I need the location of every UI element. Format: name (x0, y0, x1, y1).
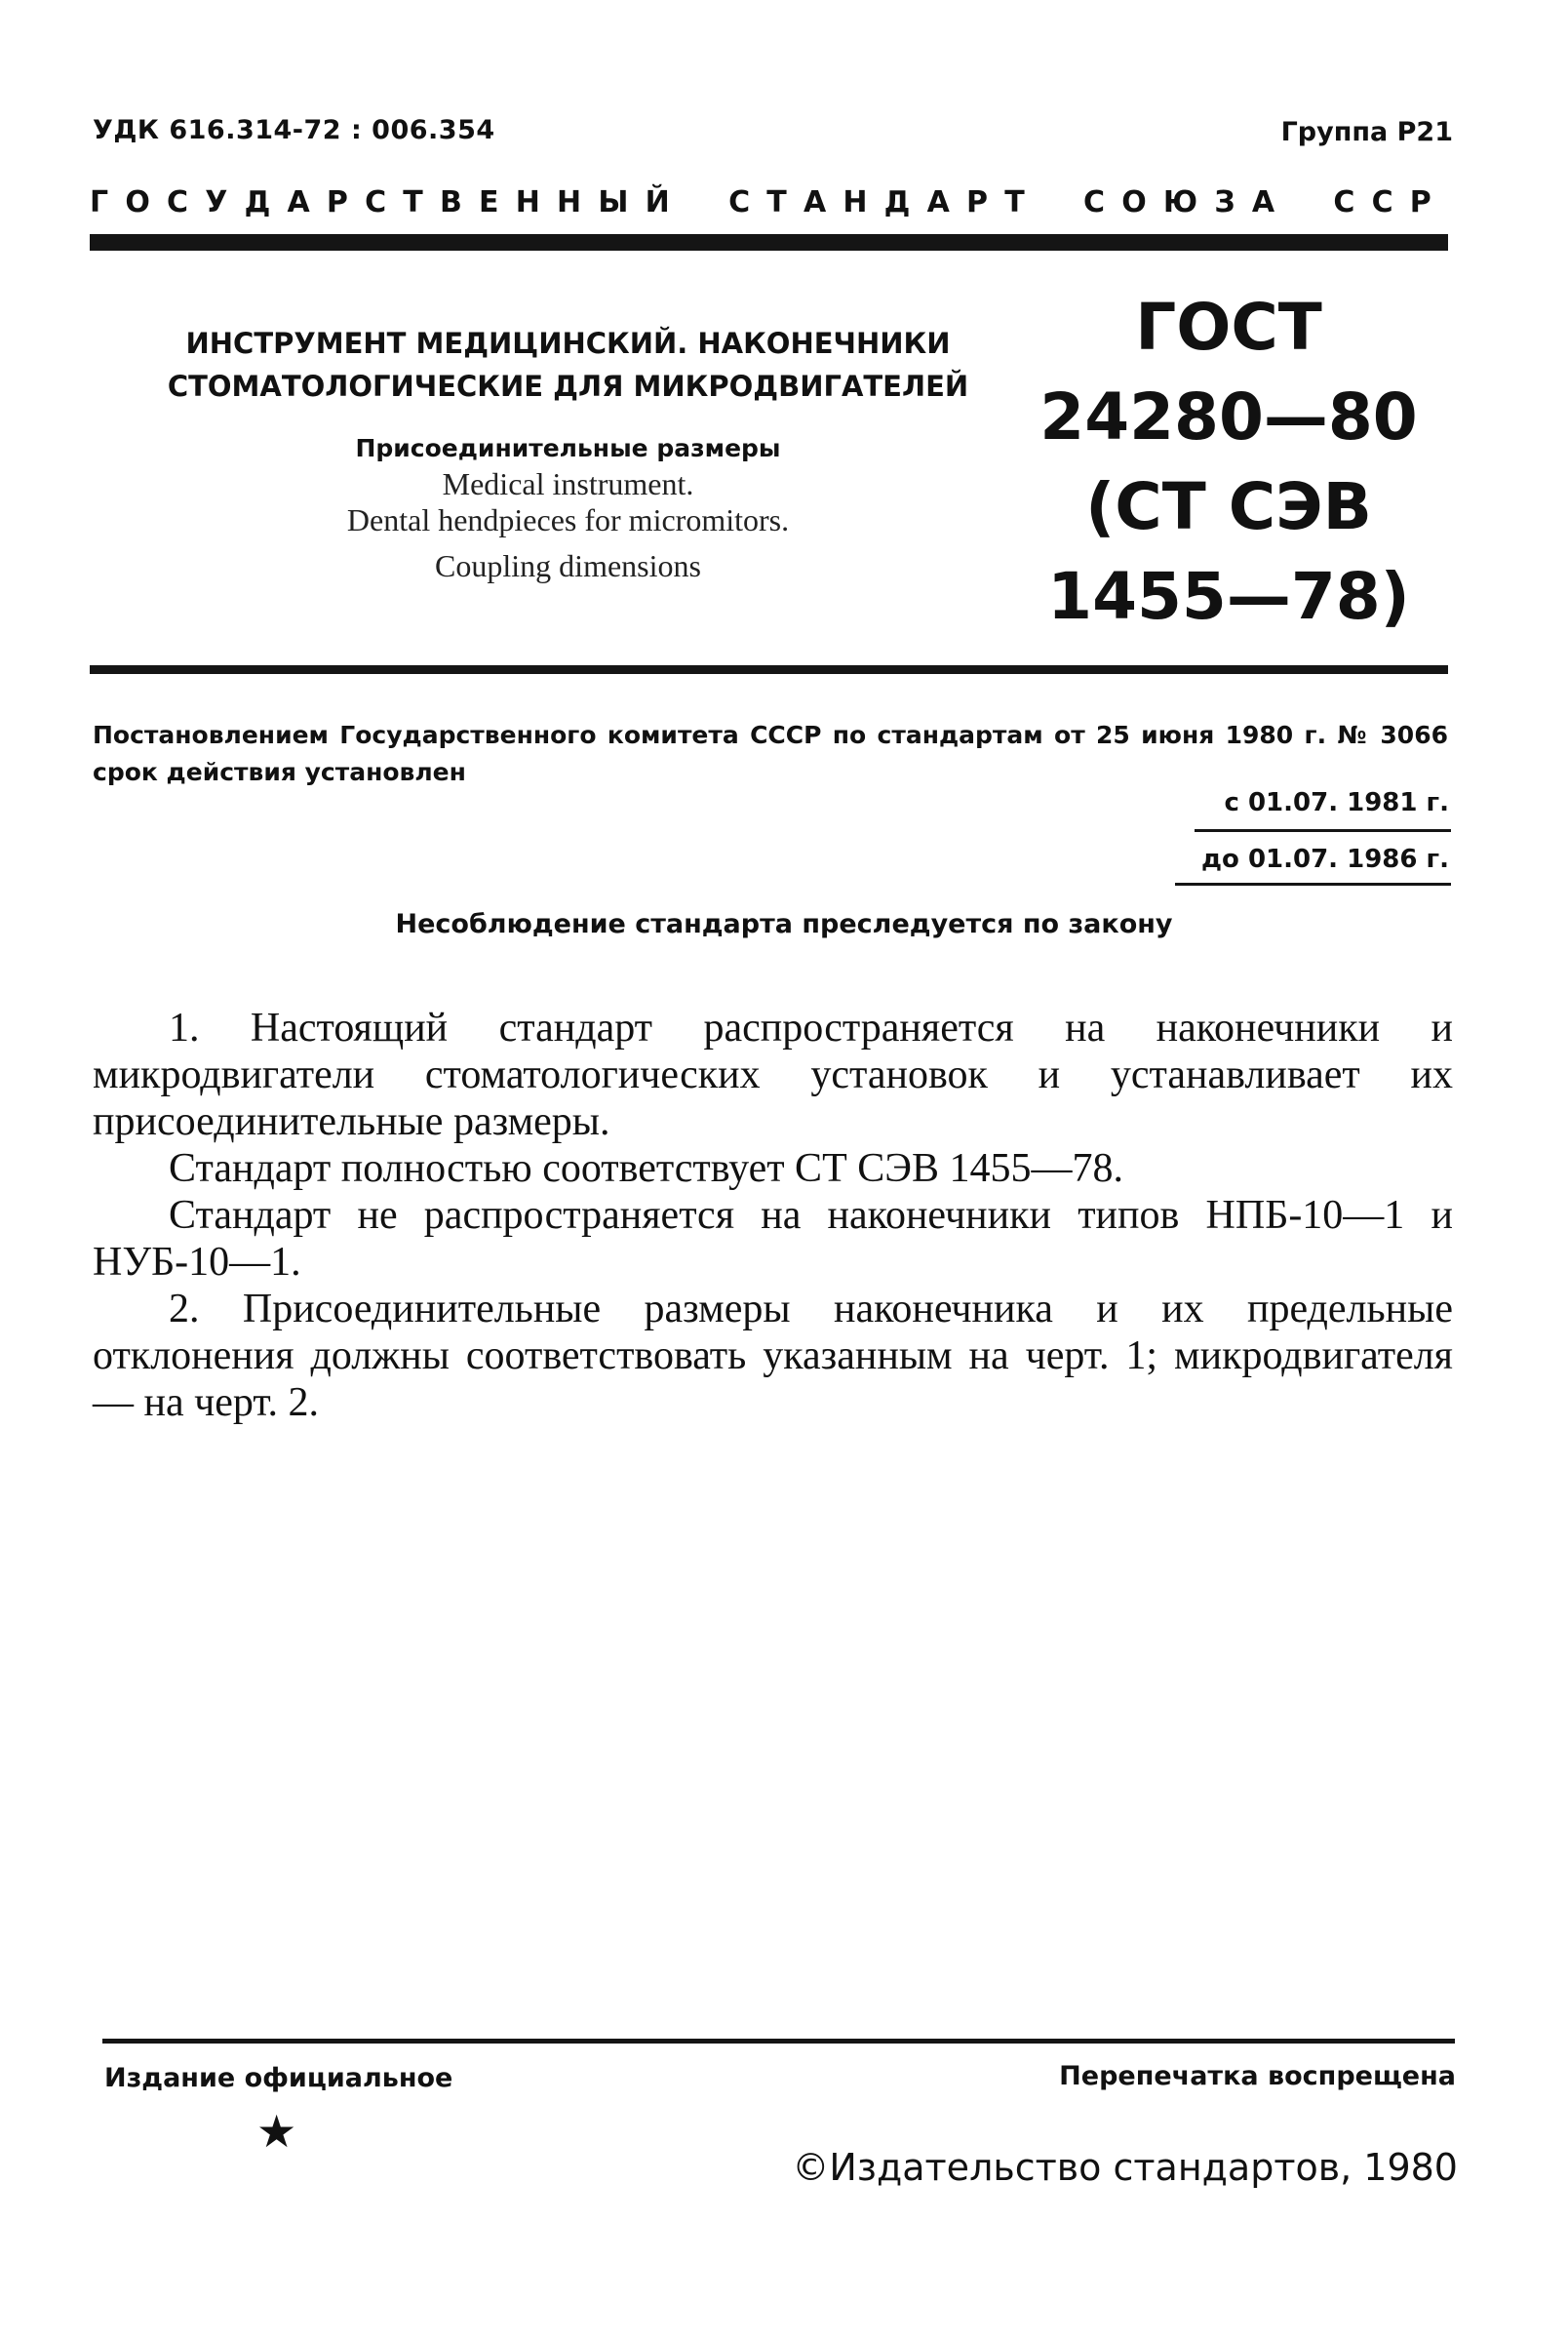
reprint-prohibited-label: Перепечатка воспрещена (1059, 2061, 1456, 2091)
udk-code: УДК 616.314-72 : 006.354 (93, 115, 495, 145)
decree-text: Постановлением Государственного комитета СССР по стандартам от 25 июня 1980 г. № 3066 срок действия установлен (93, 721, 1448, 786)
title-ru-subtitle: Присоединительные размеры (355, 434, 781, 462)
banner-word-4: ССР (1333, 185, 1448, 219)
validity-to: до 01.07. 1986 г. (1201, 845, 1449, 874)
gost-line-1: ГОСТ (1135, 290, 1322, 365)
body-text (93, 1005, 1453, 1426)
title-ru-line-2: СТОМАТОЛОГИЧЕСКИЕ ДЛЯ МИКРОДВИГАТЕЛЕЙ (167, 370, 969, 403)
gost-designation (1034, 283, 1424, 642)
penalty-notice: Несоблюдение стандарта преследуется по закону (395, 909, 1173, 939)
paragraph-3: Стандарт не распространяется на наконечники типов НПБ-10—1 и НУБ-10—1. (93, 1193, 1453, 1285)
paragraph-2: Стандарт полностью соответствует СТ СЭВ 1455—78. (169, 1146, 1123, 1191)
group-code: Группа Р21 (1280, 117, 1453, 147)
star-icon: ★ (256, 2105, 297, 2158)
state-standard-banner (90, 185, 1448, 219)
paragraph-1: 1. Настоящий стандарт распространяется на наконечники и микродвигатели стоматологических установок и устанавливает их присоединительные размеры. (93, 1006, 1453, 1144)
gost-line-3: (СТ СЭВ (1085, 469, 1372, 544)
title-rule (90, 665, 1448, 674)
banner-word-1: ГОСУДАРСТВЕННЫЙ (90, 185, 686, 219)
validity-to-underline (1175, 883, 1451, 886)
paragraph-4: 2. Присоединительные размеры наконечника и их предельные отклонения должны соответствовать указанным на черт. 1; микродвигателя — на черт. 2. (93, 1287, 1453, 1425)
header-rule (90, 234, 1448, 251)
title-en-line-1: Medical instrument. (442, 466, 694, 501)
footer-rule (102, 2039, 1455, 2044)
banner-word-2: СТАНДАРТ (728, 185, 1041, 219)
title-en-line-3: Coupling dimensions (435, 548, 701, 583)
validity-from-underline (1195, 829, 1451, 832)
title-block (117, 322, 1019, 584)
validity-from: с 01.07. 1981 г. (1224, 788, 1449, 817)
title-ru-line-1: ИНСТРУМЕНТ МЕДИЦИНСКИЙ. НАКОНЕЧНИКИ (185, 327, 951, 360)
copyright-notice: ©Издательство стандартов, 1980 (792, 2146, 1458, 2189)
official-edition-label: Издание официальное (104, 2063, 453, 2093)
gost-line-4: 1455—78) (1047, 559, 1410, 634)
banner-word-3: СОЮЗА (1082, 185, 1292, 219)
gost-line-2: 24280—80 (1039, 379, 1418, 455)
title-en-line-2: Dental hendpieces for micromitors. (346, 502, 790, 537)
